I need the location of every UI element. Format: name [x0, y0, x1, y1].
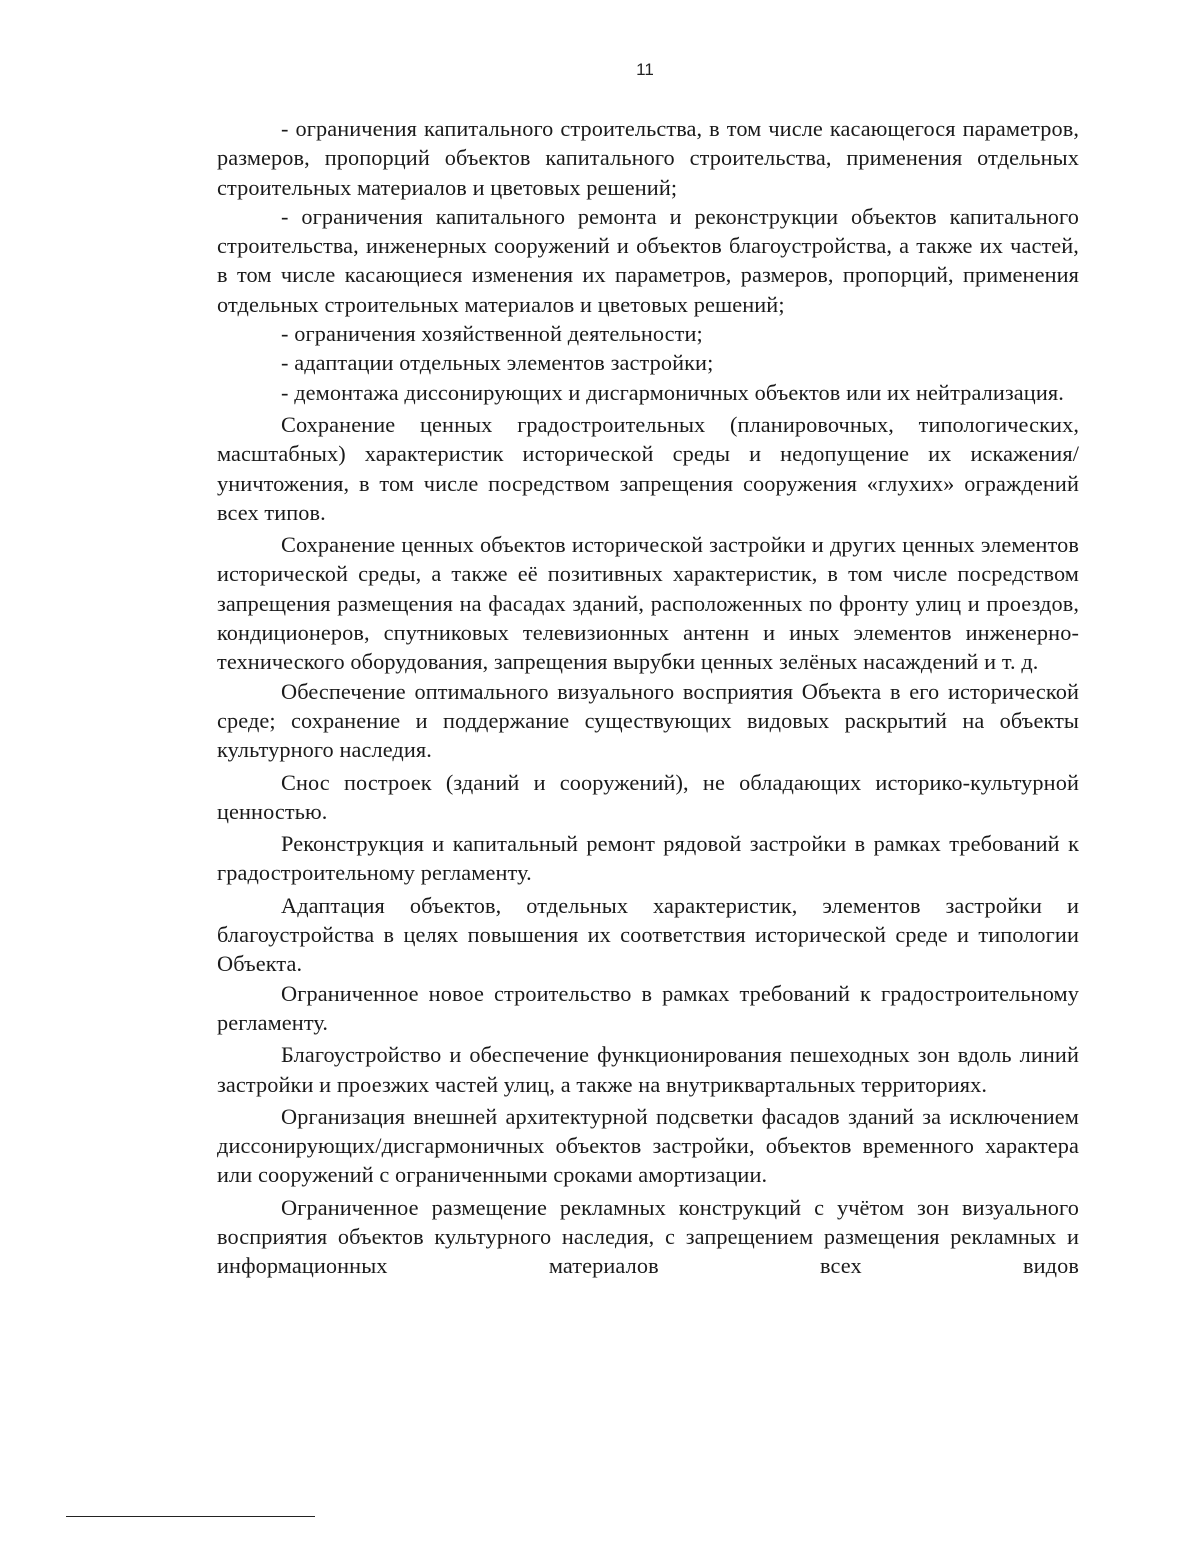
paragraph: Организация внешней архитектурной подсветки фасадов зданий за исключением диссонирующих/дисгармоничных объектов застройки, объектов временного характера или сооружений с ограниченными сроками амортизации. [217, 1103, 1079, 1188]
paragraph: Снос построек (зданий и сооружений), не обладающих историко-культурной ценностью. [217, 769, 1079, 824]
paragraph: Ограниченное размещение рекламных конструкций с учётом зон визуального восприятия объектов культурного наследия, с запрещением размещения рекламных и информационных материалов всех видов [217, 1194, 1079, 1279]
document-body [217, 114, 1079, 1281]
paragraph: - ограничения капитального ремонта и реконструкции объектов капитального строительства, инженерных сооружений и объектов благоустройства, а также их частей, в том числе касающиеся изменения их параметров, размеров, пропорций, применения отдельных строительных материалов и цветовых решений; [217, 203, 1079, 317]
paragraph: - ограничения хозяйственной деятельности; [281, 321, 703, 347]
paragraph: - адаптации отдельных элементов застройки; [281, 350, 714, 376]
paragraph: Ограниченное новое строительство в рамках требований к градостроительному регламенту. [217, 980, 1079, 1035]
paragraph: Сохранение ценных объектов исторической застройки и других ценных элементов исторической среды, а также её позитивных характеристик, в том числе посредством запрещения размещения на фасадах зданий, расположенных по фронту улиц и проездов, кондиционеров, спутниковых телевизионных антенн и иных элементов инженерно-технического оборудования, запрещения вырубки ценных зелёных насаждений и т. д. [217, 532, 1079, 675]
paragraph: - ограничения капитального строительства, в том числе касающегося параметров, размеров, пропорций объектов капитального строительства, применения отдельных строительных материалов и цветовых решений; [217, 116, 1079, 200]
paragraph: Адаптация объектов, отдельных характеристик, элементов застройки и благоустройства в целях повышения их соответствия исторической среде и типологии Объекта. [217, 892, 1079, 977]
paragraph: Реконструкция и капитальный ремонт рядовой застройки в рамках требований к градостроительному регламенту. [217, 831, 1079, 886]
paragraph: Сохранение ценных градостроительных (планировочных, типологических, масштабных) характеристик исторической среды и недопущение их искажения/уничтожения, в том числе посредством запрещения сооружения «глухих» ограждений всех типов. [217, 411, 1079, 525]
footnote-separator [66, 1516, 315, 1517]
paragraph: Благоустройство и обеспечение функционирования пешеходных зон вдоль линий застройки и проезжих частей улиц, а также на внутриквартальных территориях. [217, 1042, 1079, 1097]
paragraph: - демонтажа диссонирующих и дисгармоничных объектов или их нейтрализация. [281, 379, 1064, 405]
paragraph: Обеспечение оптимального визуального восприятия Объекта в его исторической среде; сохранение и поддержание существующих видовых раскрытий на объекты культурного наследия. [217, 678, 1079, 763]
page-number: 11 [636, 60, 654, 79]
